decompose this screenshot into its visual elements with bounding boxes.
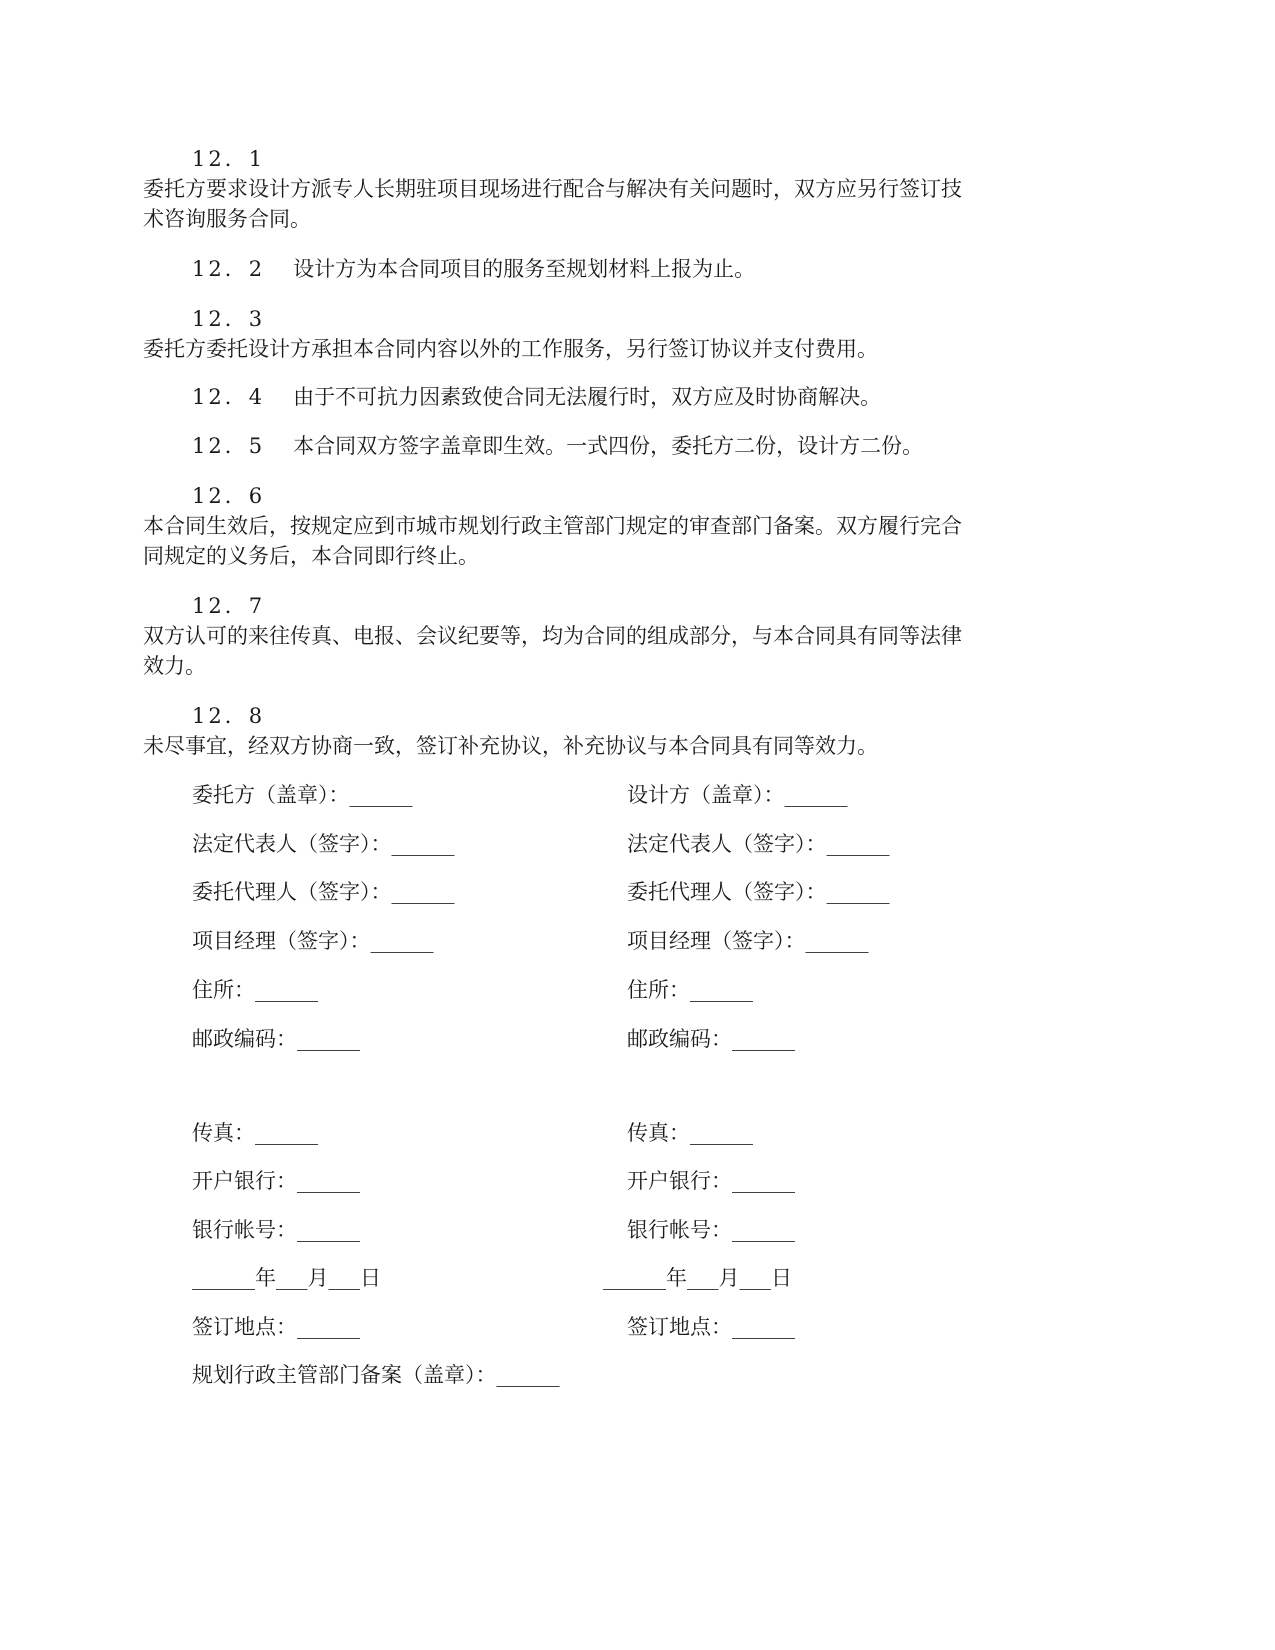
designer-seal-field: 设计方（盖章）：______ — [627, 783, 848, 807]
client-bank-field: 开户银行：______ — [192, 1169, 360, 1193]
planning-filing-field: 规划行政主管部门备案（盖章）：______ — [192, 1363, 560, 1387]
clause-number: 12．4 — [192, 385, 266, 409]
client-sign-place-field: 签订地点：______ — [192, 1315, 360, 1339]
clause-number: 12．5 — [192, 434, 266, 458]
designer-legal-rep-field: 法定代表人（签字）：______ — [627, 832, 890, 856]
client-address-field: 住所：______ — [192, 978, 318, 1002]
clause-text-line: 未尽事宜，经双方协商一致，签订补充协议，补充协议与本合同具有同等效力。 — [143, 734, 878, 758]
client-seal-field: 委托方（盖章）：______ — [192, 783, 413, 807]
clause-text-line: 术咨询服务合同。 — [143, 207, 311, 231]
clause-text: 本合同双方签字盖章即生效。一式四份，委托方二份，设计方二份。 — [293, 434, 924, 458]
client-agent-field: 委托代理人（签字）：______ — [192, 880, 455, 904]
client-legal-rep-field: 法定代表人（签字）：______ — [192, 832, 455, 856]
designer-address-field: 住所：______ — [627, 978, 753, 1002]
client-date-field: ______年___月___日 — [192, 1266, 381, 1290]
clause-number: 12．6 — [192, 484, 266, 508]
clause-number: 12．8 — [192, 704, 266, 728]
client-account-field: 银行帐号：______ — [192, 1218, 360, 1242]
clause-line — [192, 385, 881, 409]
clause-text: 设计方为本合同项目的服务至规划材料上报为止。 — [293, 257, 756, 281]
clause-text-line: 同规定的义务后，本合同即行终止。 — [143, 544, 479, 568]
designer-pm-field: 项目经理（签字）：______ — [627, 929, 869, 953]
clause-text-line: 本合同生效后，按规定应到市城市规划行政主管部门规定的审查部门备案。双方履行完合 — [143, 514, 962, 538]
clause-number: 12．7 — [192, 594, 266, 618]
clause-number: 12．1 — [192, 147, 266, 171]
designer-postcode-field: 邮政编码：______ — [627, 1027, 795, 1051]
client-pm-field: 项目经理（签字）：______ — [192, 929, 434, 953]
designer-sign-place-field: 签订地点：______ — [627, 1315, 795, 1339]
designer-account-field: 银行帐号：______ — [627, 1218, 795, 1242]
clause-number: 12．3 — [192, 307, 266, 331]
designer-date-field: ______年___月___日 — [603, 1266, 792, 1290]
designer-bank-field: 开户银行：______ — [627, 1169, 795, 1193]
clause-text-line: 效力。 — [143, 654, 206, 678]
client-postcode-field: 邮政编码：______ — [192, 1027, 360, 1051]
clause-number: 12．2 — [192, 257, 266, 281]
clause-line — [192, 257, 755, 281]
clause-text: 由于不可抗力因素致使合同无法履行时，双方应及时协商解决。 — [293, 385, 882, 409]
designer-fax-field: 传真：______ — [627, 1121, 753, 1145]
clause-text-line: 双方认可的来往传真、电报、会议纪要等，均为合同的组成部分，与本合同具有同等法律 — [143, 624, 962, 648]
designer-agent-field: 委托代理人（签字）：______ — [627, 880, 890, 904]
clause-text-line: 委托方委托设计方承担本合同内容以外的工作服务，另行签订协议并支付费用。 — [143, 337, 878, 361]
clause-line — [192, 434, 923, 458]
client-fax-field: 传真：______ — [192, 1121, 318, 1145]
clause-text-line: 委托方要求设计方派专人长期驻项目现场进行配合与解决有关问题时，双方应另行签订技 — [143, 177, 962, 201]
